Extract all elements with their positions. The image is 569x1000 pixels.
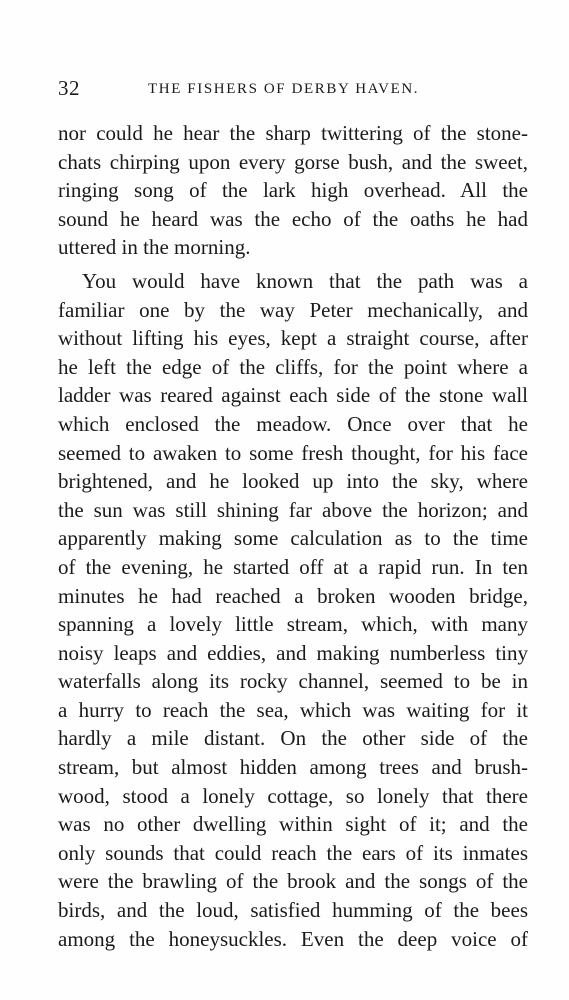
text-line: wood, stood a lonely cottage, so lonely that there [58,783,528,808]
text-line: noisy leaps and eddies, and making numberless tiny [58,640,528,665]
text-line: spanning a lovely little stream, which, with many [58,612,528,637]
text-line: the sun was still shining far above the horizon; and [58,497,528,522]
text-line: You would have known that the path was a [82,268,528,293]
page-header [58,74,528,102]
text-line: was no other dwelling within sight of it; and the [58,812,528,837]
text-line: waterfalls along its rocky channel, seemed to be in [58,669,528,694]
text-line: brightened, and he looked up into the sky, where [58,469,528,494]
text-line: nor could he hear the sharp twittering of the stone- [58,121,528,145]
text-line: a hurry to reach the sea, which was waiting for it [58,697,528,722]
text-line: stream, but almost hidden among trees and brush- [58,755,528,780]
text-line: sound he heard was the echo of the oaths he had [58,206,528,231]
text-line: familiar one by the way Peter mechanically, and [58,297,528,322]
text-line: birds, and the loud, satisfied humming of the bees [58,898,528,923]
text-line: he left the edge of the cliffs, for the point where a [58,354,528,379]
text-line: were the brawling of the brook and the songs of the [58,869,528,894]
text-line: only sounds that could reach the ears of its inmates [58,840,528,865]
text-line: which enclosed the meadow. Once over that he [58,411,528,436]
text-line: ringing song of the lark high overhead. All the [58,178,528,203]
text-line: seemed to awaken to some fresh thought, for his face [58,440,528,465]
text-line: hardly a mile distant. On the other side of the [58,726,528,751]
text-line: ladder was reared against each side of the stone wall [58,383,528,408]
text-line: chats chirping upon every gorse bush, and the sweet, [58,149,528,174]
page-number: 32 [58,76,80,100]
text-line: of the evening, he started off at a rapid run. In ten [58,554,528,579]
running-title: THE FISHERS OF DERBY HAVEN. [148,81,420,97]
text-line: minutes he had reached a broken wooden bridge, [58,583,528,608]
text-line: among the honeysuckles. Even the deep voice of [58,926,528,951]
text-line: apparently making some calculation as to the time [58,526,528,551]
text-line: without lifting his eyes, kept a straight course, after [58,326,528,351]
body-text [58,119,528,953]
text-line: uttered in the morning. [58,235,251,260]
